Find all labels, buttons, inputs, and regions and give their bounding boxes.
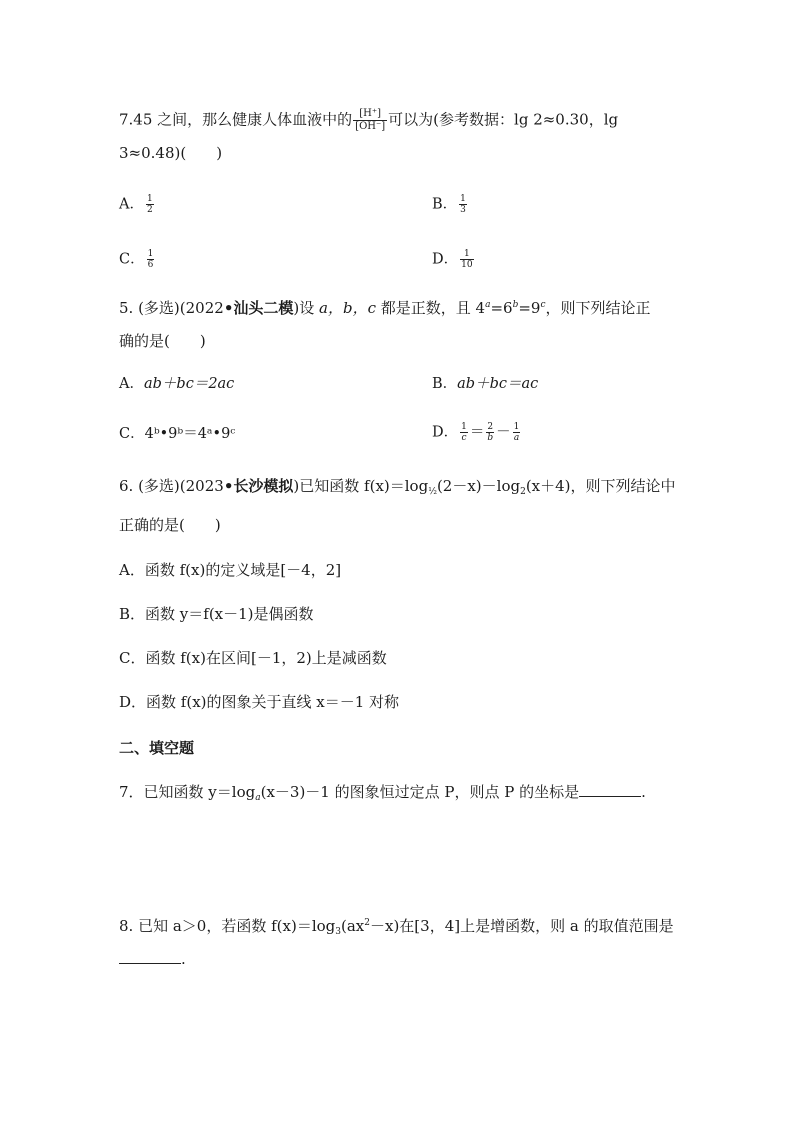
option-fraction xyxy=(459,194,467,215)
q8-mid: (ax xyxy=(340,917,365,935)
q6-base1: ½ xyxy=(428,487,437,497)
frac-num: 1 xyxy=(146,194,153,204)
q7-end: . xyxy=(641,783,646,801)
q6-prefix: 6. (多选)(2023 xyxy=(119,477,224,495)
q6-line-2: 正确的是( ) xyxy=(119,516,221,534)
frac-num: 1 xyxy=(460,194,466,204)
q5-vars: a，b，c xyxy=(319,299,376,317)
q5-option-b[interactable] xyxy=(432,374,538,394)
q8-answer-blank[interactable] xyxy=(119,949,181,964)
q6-dot: • xyxy=(223,477,234,495)
q5-exp-a: a xyxy=(485,300,491,310)
q5-dot: • xyxy=(223,299,234,317)
option-label: A． xyxy=(119,196,144,213)
q5-eq2: =9 xyxy=(518,299,541,317)
q7-post: (x－3)－1 的图象恒过定点 P，则点 P 的坐标是 xyxy=(260,783,580,801)
q6-option-a[interactable]: A．函数 f(x)的定义域是[－4，2] xyxy=(119,561,342,579)
q8-end: . xyxy=(181,950,186,968)
frac-num: 1 xyxy=(460,249,473,260)
q4-fraction xyxy=(353,108,387,133)
frac-den: 3 xyxy=(460,205,466,215)
q5-text-a: )设 xyxy=(293,299,320,317)
option-text: 4ᵇ•9ᵇ＝4ᵃ•9ᶜ xyxy=(144,426,236,442)
q5-exp-b: b xyxy=(512,300,519,310)
frac-num: 2 xyxy=(487,422,494,432)
q5-text-b: 都是正数，且 4 xyxy=(376,299,486,317)
q6-mid: (2－x)－log xyxy=(436,477,521,495)
q6-option-b[interactable]: B．函数 y＝f(x－1)是偶函数 xyxy=(119,605,314,623)
q5-option-c[interactable] xyxy=(119,424,235,444)
q5-option-a[interactable] xyxy=(119,374,234,394)
frac-num: 1 xyxy=(513,422,520,432)
q7-answer-blank[interactable] xyxy=(579,782,641,797)
option-label: D． xyxy=(432,424,459,441)
q5-option-d[interactable]: D． $\frac{1}{c}$ ＝ $\frac{2}{b}$ － $\frac{1}{a}$ xyxy=(432,422,520,443)
option-label: D． xyxy=(432,251,459,268)
option-fraction xyxy=(147,249,155,270)
option-fraction xyxy=(513,422,521,443)
q4-line-2: 3≈0.48)( ) xyxy=(119,144,223,162)
q8-base: 3 xyxy=(335,927,341,937)
frac-den: 10 xyxy=(461,260,473,270)
option-text: ab＋bc＝2ac xyxy=(143,376,235,392)
q7-line xyxy=(119,782,646,802)
q5-source: 汕头二模 xyxy=(233,299,294,317)
q5-exp-c: c xyxy=(540,300,546,310)
option-label: C． xyxy=(119,426,145,442)
q4-option-d[interactable] xyxy=(432,249,476,270)
frac-den: a xyxy=(513,433,520,443)
option-label: B． xyxy=(432,196,458,213)
q4-text-pre: 7.45 之间，那么健康人体血液中的 xyxy=(119,110,353,129)
q5-line-2: 确的是( ) xyxy=(119,332,206,350)
q6-line-1 xyxy=(119,476,676,496)
frac-num: 1 xyxy=(461,422,467,432)
option-label: A． xyxy=(119,376,144,392)
option-label: B． xyxy=(432,376,458,392)
section-heading-fill-in: 二、填空题 xyxy=(119,739,195,757)
q8-exp: 2 xyxy=(364,918,370,928)
q4-line-1 xyxy=(119,108,618,133)
option-fraction xyxy=(460,422,468,443)
option-label: C． xyxy=(119,251,145,268)
q5-prefix: 5. (多选)(2022 xyxy=(119,299,224,317)
q8-post: －x)在[3，4]上是增函数，则 a 的取值范围是 xyxy=(369,917,674,935)
option-fraction xyxy=(486,422,494,443)
q7-pre: 7．已知函数 y＝log xyxy=(119,783,256,801)
q6-text: )已知函数 f(x)＝log xyxy=(293,477,429,495)
q6-tail: (x＋4)，则下列结论中 xyxy=(525,477,676,495)
q4-option-b[interactable] xyxy=(432,194,469,215)
q4-frac-den: [OH⁻] xyxy=(355,121,386,132)
q5-tail: ，则下列结论正 xyxy=(545,299,651,317)
option-fraction xyxy=(460,249,473,270)
q8-pre: 8. 已知 a＞0，若函数 f(x)＝log xyxy=(119,917,336,935)
frac-den: b xyxy=(487,433,494,443)
frac-den: 2 xyxy=(146,205,153,215)
frac-den: 6 xyxy=(147,260,154,270)
q8-line-1 xyxy=(119,916,674,936)
q6-source: 长沙模拟 xyxy=(233,477,294,495)
q6-option-d[interactable]: D．函数 f(x)的图象关于直线 x＝－1 对称 xyxy=(119,693,400,711)
option-fraction xyxy=(146,194,154,215)
q4-text-post: 可以为(参考数据：lg 2≈0.30，lg xyxy=(388,110,619,129)
q6-option-c[interactable]: C．函数 f(x)在区间[－1，2)上是减函数 xyxy=(119,649,387,667)
q6-base2: 2 xyxy=(520,487,526,497)
q4-frac-num: [H⁺] xyxy=(353,108,387,121)
q5-eq1: =6 xyxy=(490,299,513,317)
q7-base: a xyxy=(255,793,261,803)
q5-line-1 xyxy=(119,298,651,318)
q8-line-2 xyxy=(119,949,186,969)
frac-den: c xyxy=(461,433,467,443)
q4-option-a[interactable] xyxy=(119,194,156,215)
q4-option-c[interactable] xyxy=(119,249,156,270)
option-text: ab＋bc＝ac xyxy=(457,376,539,392)
frac-num: 1 xyxy=(147,249,154,259)
